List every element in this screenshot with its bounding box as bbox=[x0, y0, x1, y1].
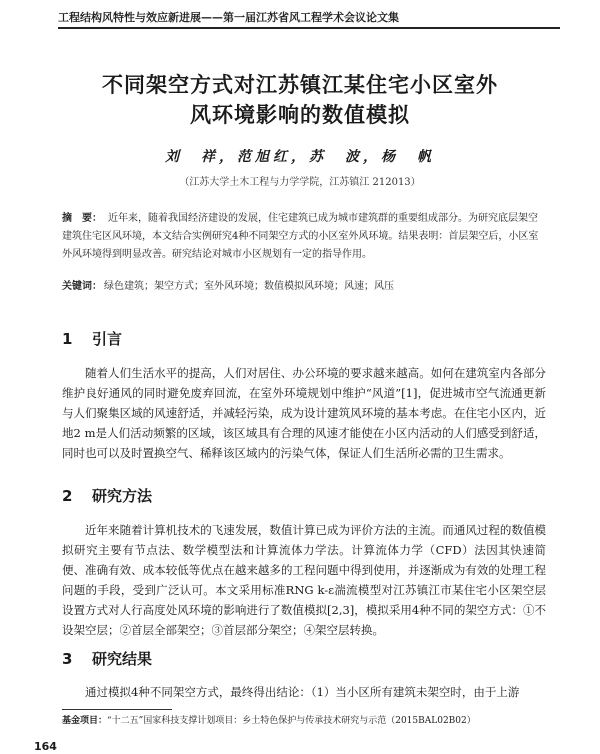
section-heading-2 bbox=[62, 485, 152, 506]
section-2-paragraph: 近年来随着计算机技术的飞速发展，数值计算已成为评价方法的主流。而通风过程的数值模拟研究主要有节点法、数学模型法和计算流体力学法。计算流体力学（CFD）法因其快速简便、准确有效、成本较低等优点在越来越多的工程问题中得到使用，并逐渐成为有效的处理工程问题的手段，受到广泛认可。本文采用标准RNG k-ε湍流模型对江苏镇江市某住宅小区架空层设置方式对人行高度处风环境的影响进行了数值模拟[2,3]，模拟采用4种不同的架空方式：①不设架空层；②首层全部架空；③首层部分架空；④架空层转换。 bbox=[62, 523, 546, 637]
footnote-text: “十二五”国家科技支撑计划项目：乡土特色保护与传承技术研究与示范（2015BAL02B02） bbox=[107, 716, 476, 726]
footnote bbox=[62, 713, 562, 726]
keywords-text: 绿色建筑；架空方式；室外风环境；数值模拟风环境；风速；风压 bbox=[104, 281, 394, 292]
section-title: 研究方法 bbox=[92, 487, 153, 505]
section-title: 研究结果 bbox=[92, 650, 153, 668]
footnote-label: 基金项目： bbox=[62, 716, 108, 726]
paper-title bbox=[0, 70, 600, 130]
section-number: 1 bbox=[62, 330, 73, 348]
keywords-label: 关键词： bbox=[62, 281, 102, 292]
section-title: 引言 bbox=[92, 330, 123, 348]
section-number: 3 bbox=[62, 650, 73, 668]
abstract-label: 摘 要： bbox=[62, 213, 102, 224]
affiliation: （江苏大学土木工程与力学学院，江苏镇江 212013） bbox=[179, 177, 421, 188]
keywords bbox=[62, 279, 542, 295]
abstract bbox=[62, 210, 542, 264]
page-number: 164 bbox=[34, 740, 57, 753]
authors: 刘 祥，范旭红，苏 波，杨 帆 bbox=[165, 149, 435, 165]
section-number: 2 bbox=[62, 487, 73, 505]
footnote-rule bbox=[62, 709, 172, 710]
section-heading-3 bbox=[62, 648, 152, 669]
title-line-2: 风环境影响的数值模拟 bbox=[190, 102, 410, 127]
abstract-text: 近年来，随着我国经济建设的发展，住宅建筑已成为城市建筑群的重要组成部分。为研究底层架空建筑住宅区风环境，本文结合实例研究4种不同架空方式的小区室外风环境。结果表明：首层架空后，小区室外风环境得到明显改善。研究结论对城市小区规划有一定的指导作用。 bbox=[62, 213, 539, 260]
section-3-paragraph: 通过模拟4种不同架空方式，最终得出结论：（1）当小区所有建筑未架空时，由于上游 bbox=[85, 685, 520, 699]
section-1-paragraph: 随着人们生活水平的提高，人们对居住、办公环境的要求越来越高。如何在建筑室内各部分维护良好通风的同时避免废弃回流，在室外环境规划中维护“风道”[1]，促进城市空气流通更新与人们聚集区域的风速舒适，并减轻污染，成为设计建筑风环境的基本考虑。在住宅小区内，近地2 m是人们活动频繁的区域，该区域具有合理的风速才能使在小区内活动的人们感受到舒适，同时也可以及时置换空气、稀释该区域内的污染气体，保证人们生活所必需的卫生需求。 bbox=[62, 366, 546, 460]
section-heading-1 bbox=[62, 328, 122, 349]
title-line-1: 不同架空方式对江苏镇江某住宅小区室外 bbox=[102, 72, 498, 97]
running-header: 工程结构风特性与效应新进展——第一届江苏省风工程学术会议论文集 bbox=[58, 9, 560, 29]
